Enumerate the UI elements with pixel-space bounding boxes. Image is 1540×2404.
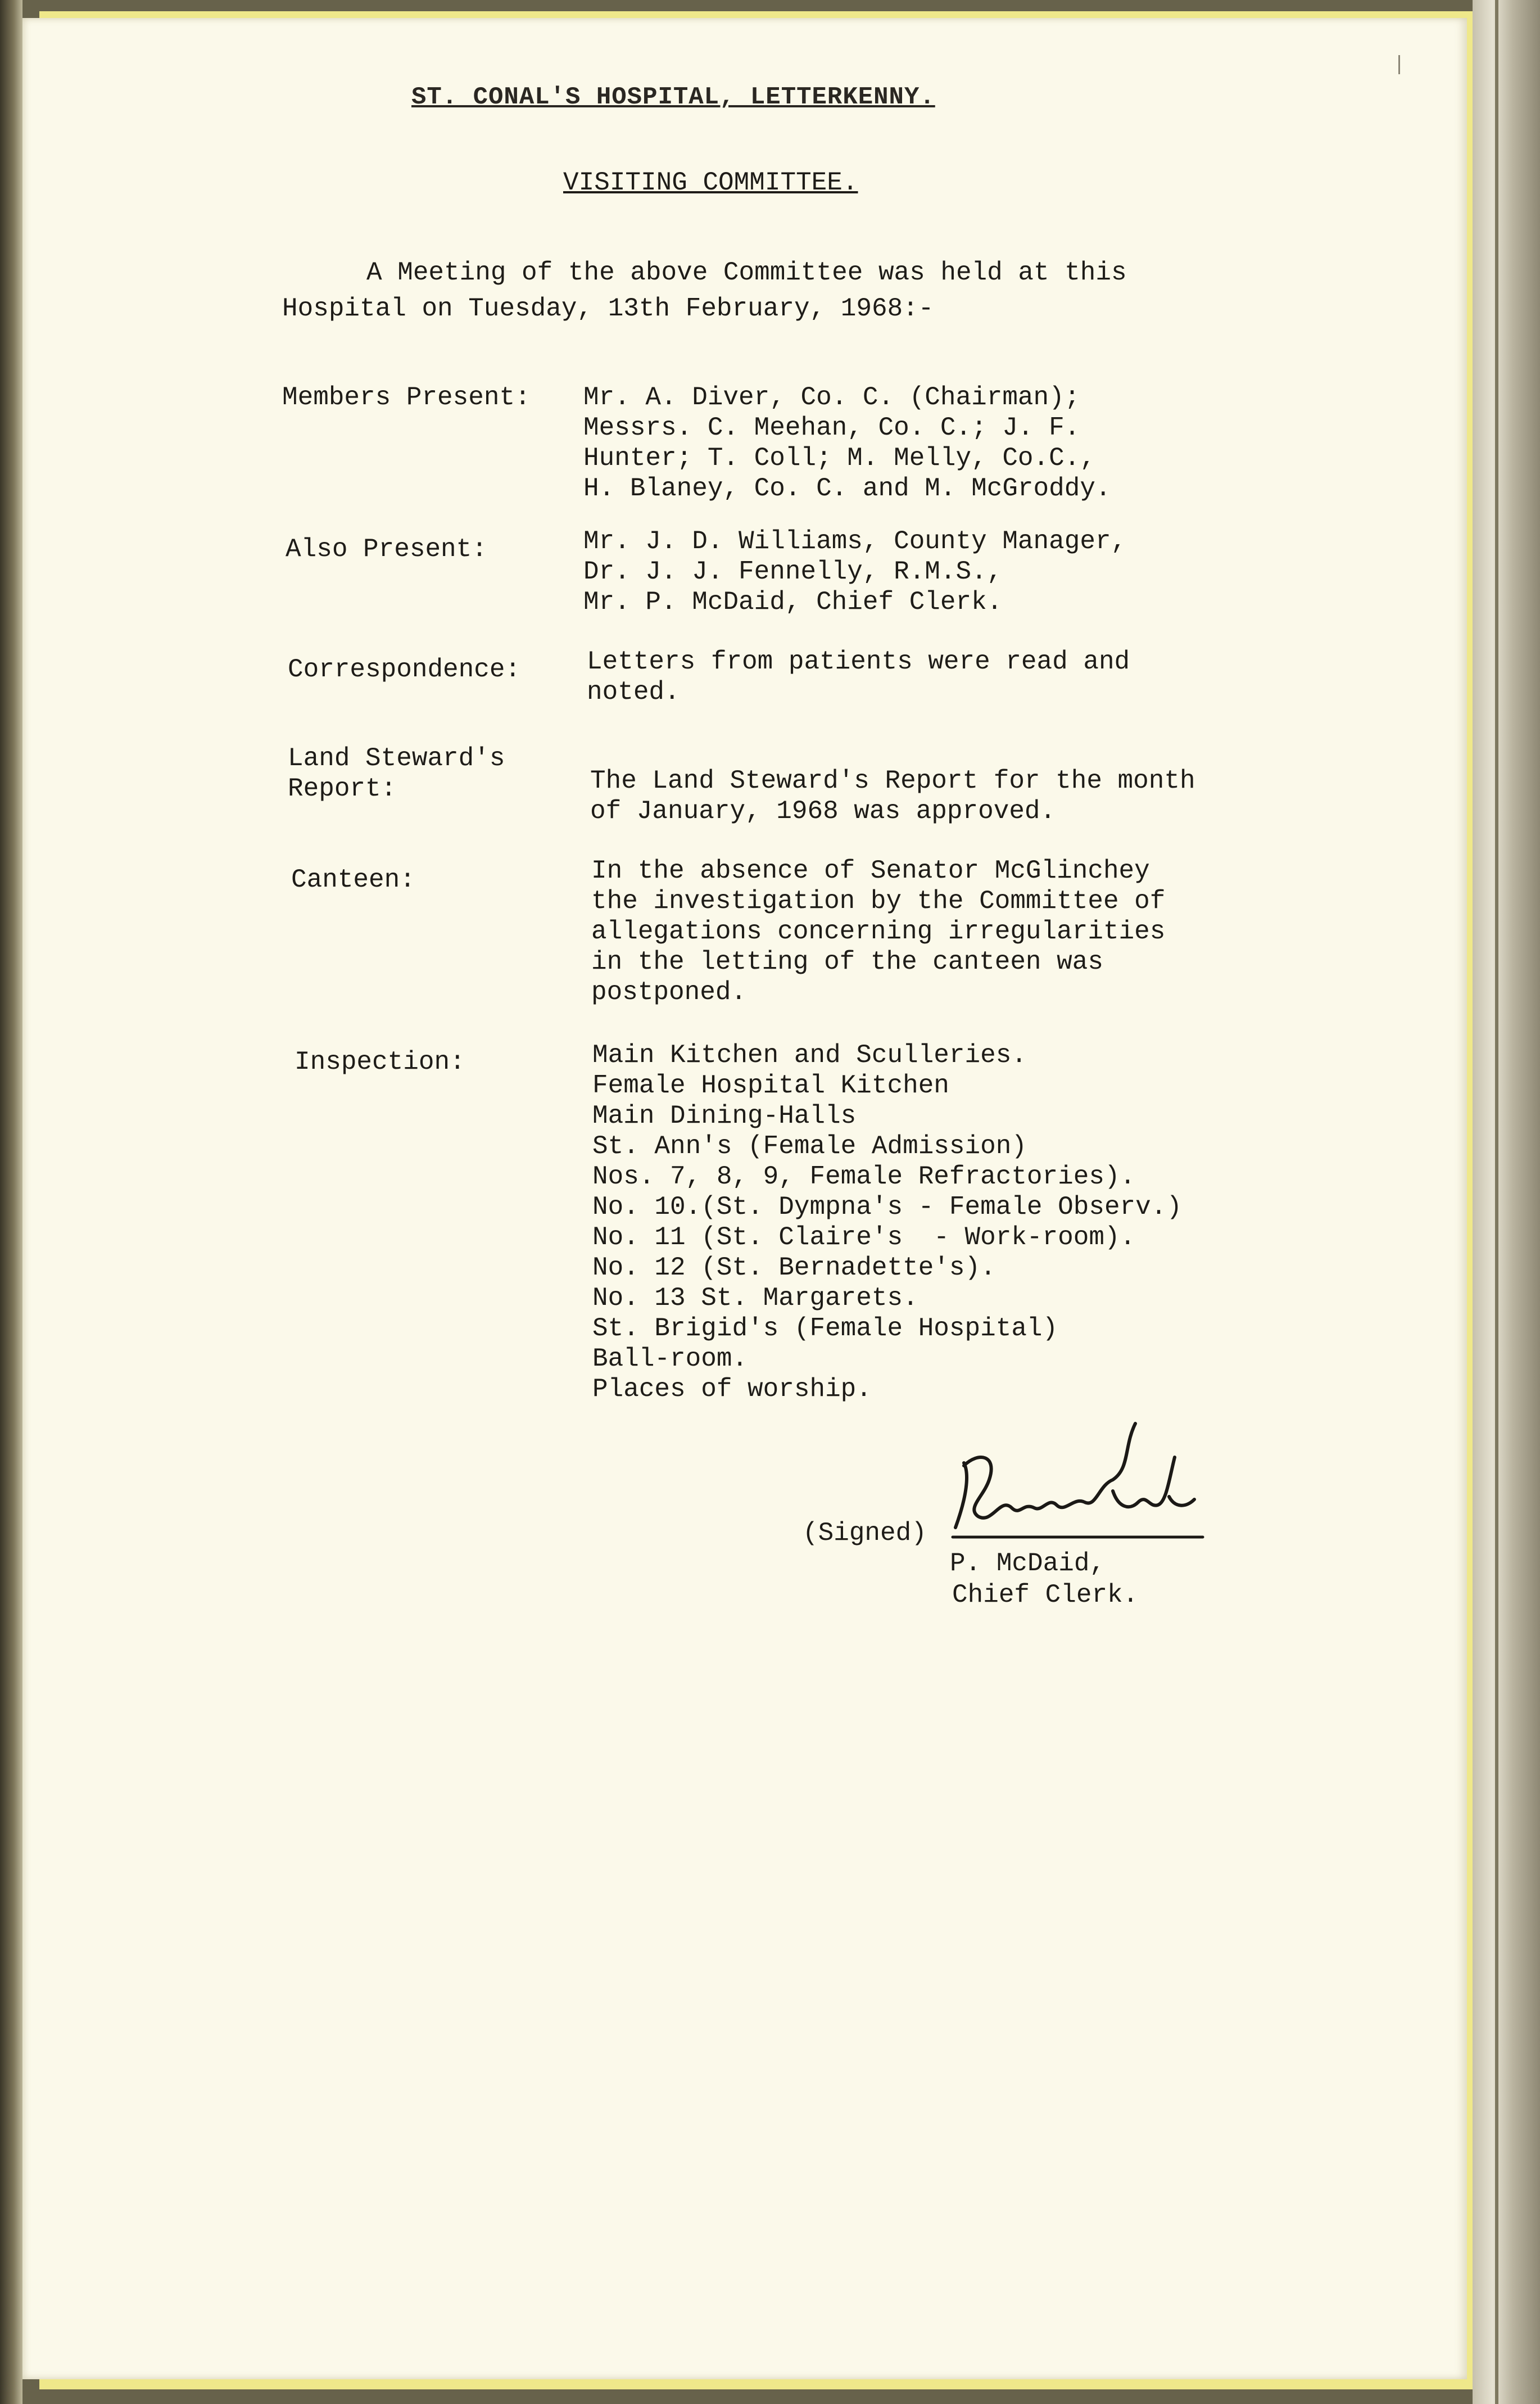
inspection-item: Places of worship. bbox=[592, 1375, 872, 1404]
inspection-item: Female Hospital Kitchen bbox=[592, 1071, 949, 1100]
committee-title: VISITING COMMITTEE. bbox=[563, 168, 858, 197]
correspondence-line: Letters from patients were read and bbox=[587, 647, 1130, 676]
inspection-item: Main Kitchen and Sculleries. bbox=[592, 1041, 1027, 1070]
land-steward-label bbox=[288, 743, 505, 804]
land-steward-label-line: Land Steward's bbox=[288, 744, 505, 773]
handwritten-signature bbox=[944, 1412, 1214, 1553]
land-steward-text bbox=[590, 766, 1195, 826]
canteen-line: allegations concerning irregularities bbox=[591, 917, 1166, 946]
inspection-item: Nos. 7, 8, 9, Female Refractories). bbox=[592, 1162, 1136, 1191]
inspection-item: St. Brigid's (Female Hospital) bbox=[592, 1314, 1058, 1343]
members-present-list bbox=[583, 382, 1111, 504]
inspection-label: Inspection: bbox=[295, 1047, 465, 1077]
canteen-line: in the letting of the canteen was bbox=[591, 947, 1103, 977]
inspection-item: No. 12 (St. Bernadette's). bbox=[592, 1253, 996, 1282]
canteen-line: the investigation by the Committee of bbox=[591, 887, 1166, 916]
inspection-item: Main Dining-Halls bbox=[592, 1101, 857, 1131]
correspondence-label: Correspondence: bbox=[288, 655, 521, 684]
signatory-name: P. McDaid, bbox=[950, 1549, 1106, 1578]
also-present-list bbox=[583, 526, 1126, 617]
inspection-item: No. 13 St. Margarets. bbox=[592, 1284, 918, 1313]
also-line: Mr. J. D. Williams, County Manager, bbox=[583, 527, 1127, 556]
inspection-item: No. 10.(St. Dympna's - Female Observ.) bbox=[592, 1192, 1182, 1222]
inspection-item: St. Ann's (Female Admission) bbox=[592, 1132, 1027, 1161]
inspection-item: No. 11 (St. Claire's - Work-room). bbox=[592, 1223, 1136, 1252]
intro-line-2: Hospital on Tuesday, 13th February, 1968:- bbox=[282, 294, 934, 323]
members-line: H. Blaney, Co. C. and M. McGroddy. bbox=[583, 474, 1111, 503]
canteen-line: postponed. bbox=[591, 978, 747, 1007]
inspection-item: Ball-room. bbox=[592, 1344, 748, 1373]
signed-label: (Signed) bbox=[803, 1519, 927, 1548]
also-line: Mr. P. McDaid, Chief Clerk. bbox=[583, 588, 1003, 617]
correspondence-text bbox=[587, 647, 1130, 707]
members-present-label: Members Present: bbox=[282, 383, 531, 412]
canteen-text bbox=[591, 856, 1165, 1007]
canteen-line: In the absence of Senator McGlinchey bbox=[591, 856, 1150, 885]
page-edge-strip bbox=[1473, 0, 1540, 2404]
canteen-label: Canteen: bbox=[291, 865, 415, 894]
members-line: Mr. A. Diver, Co. C. (Chairman); bbox=[583, 383, 1080, 412]
also-line: Dr. J. J. Fennelly, R.M.S., bbox=[583, 557, 1003, 586]
members-line: Hunter; T. Coll; M. Melly, Co.C., bbox=[583, 444, 1095, 473]
inspection-list bbox=[592, 1040, 1182, 1404]
hospital-title: ST. CONAL'S HOSPITAL, LETTERKENNY. bbox=[411, 83, 935, 111]
margin-mark bbox=[1398, 55, 1400, 74]
land-steward-label-line: Report: bbox=[288, 774, 397, 803]
book-binding bbox=[0, 0, 22, 2404]
signatory-title: Chief Clerk. bbox=[952, 1580, 1139, 1610]
intro-line-1: A Meeting of the above Committee was held at this bbox=[366, 258, 1127, 287]
also-present-label: Also Present: bbox=[286, 535, 487, 564]
land-steward-line: of January, 1968 was approved. bbox=[590, 797, 1056, 826]
document-page bbox=[22, 18, 1467, 2379]
members-line: Messrs. C. Meehan, Co. C.; J. F. bbox=[583, 413, 1080, 442]
correspondence-line: noted. bbox=[587, 677, 680, 707]
land-steward-line: The Land Steward's Report for the month bbox=[590, 766, 1195, 796]
